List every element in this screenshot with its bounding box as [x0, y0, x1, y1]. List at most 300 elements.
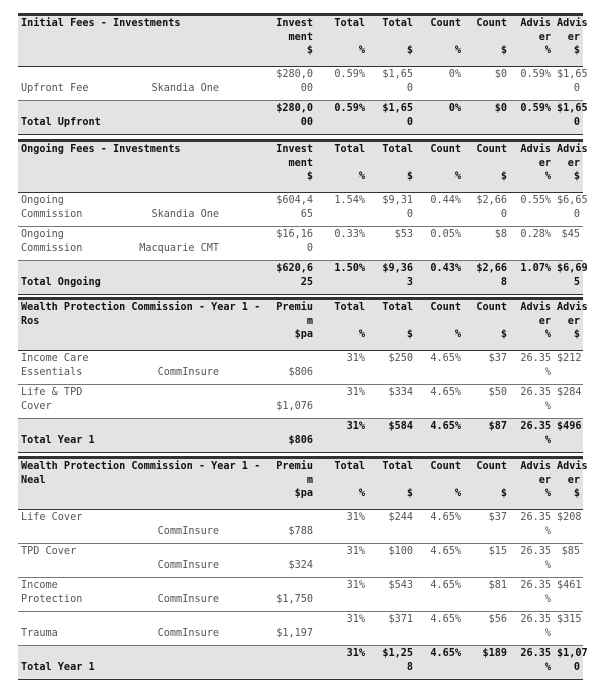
cell-line: Count	[476, 461, 508, 472]
spacer-cell	[228, 351, 268, 385]
cell-line: Total	[334, 144, 365, 155]
value-cell	[316, 544, 368, 578]
cell-line	[271, 420, 313, 434]
cell-line: $	[306, 45, 313, 56]
total-value-cell	[510, 646, 554, 680]
value-cell	[368, 510, 416, 544]
table-row	[18, 67, 583, 101]
cell-line: 8	[406, 661, 414, 673]
cell-line	[319, 31, 365, 45]
cell-line: $1,076	[276, 400, 314, 412]
cell-line: 0.59%	[520, 103, 551, 114]
cell-line: Cover	[21, 400, 52, 412]
cell-line: $	[500, 488, 508, 499]
cell-line: Income Care	[21, 353, 89, 364]
cell-line	[419, 474, 461, 488]
value-cell	[416, 578, 464, 612]
cell-line: $280,0	[276, 103, 313, 114]
cell-line: %	[358, 488, 366, 499]
cell-line: 31%	[346, 512, 366, 523]
value-cell	[316, 351, 368, 385]
cell-line: 0	[573, 116, 580, 128]
cell-line: 5	[573, 276, 580, 288]
provider-name: Skandia One	[151, 208, 219, 220]
cell-line: 0	[573, 82, 580, 94]
cell-line: %	[544, 488, 552, 499]
cell-line: Total	[334, 18, 365, 29]
provider-name: CommInsure	[157, 593, 219, 605]
cell-line: $0	[494, 69, 507, 80]
cell-line: $37	[488, 512, 508, 523]
cell-line: 1.50%	[334, 263, 365, 274]
table-row	[18, 385, 583, 419]
cell-line: $9,31	[382, 195, 413, 206]
row-label	[18, 193, 228, 227]
cell-line: 0	[306, 242, 313, 254]
cell-line: 26.35	[520, 614, 552, 625]
cell-line: 4.65%	[430, 614, 462, 625]
value-cell	[464, 544, 510, 578]
cell-line: m	[306, 474, 314, 486]
cell-line: %	[454, 45, 461, 56]
total-value-cell	[554, 419, 583, 453]
cell-line: $284	[557, 387, 582, 398]
total-value-cell	[464, 646, 510, 680]
cell-line: Advis	[557, 18, 588, 29]
cell-line: Count	[476, 18, 507, 29]
value-cell	[268, 351, 316, 385]
value-cell	[316, 510, 368, 544]
cell-line: Upfront Fee	[21, 82, 89, 94]
cell-line: Ongoing	[21, 195, 64, 206]
cell-line: $	[573, 329, 580, 340]
cell-line: $1,07	[557, 648, 588, 659]
cell-line: Count	[430, 302, 462, 313]
cell-line	[271, 579, 313, 593]
cell-line: $584	[388, 421, 414, 432]
value-cell	[368, 67, 416, 101]
cell-line: 0.28%	[520, 229, 551, 240]
cell-line: $pa	[294, 329, 314, 340]
cell-line: Total	[382, 302, 414, 313]
cell-line: er	[538, 315, 552, 327]
spacer-cell	[228, 67, 268, 101]
cell-line: 26.35	[520, 353, 552, 364]
cell-line: 0%	[448, 103, 461, 114]
cell-line: Count	[430, 461, 462, 472]
cell-line: TPD Cover	[21, 546, 77, 557]
value-cell	[268, 227, 316, 261]
value-cell	[554, 385, 583, 419]
total-value-cell	[316, 419, 368, 453]
total-label-text: Total Year 1	[21, 661, 95, 673]
cell-line: $8	[494, 229, 507, 240]
section-title-text: Ongoing Fees - Investments	[21, 144, 181, 155]
value-cell	[510, 67, 554, 101]
value-cell	[510, 351, 554, 385]
table-row	[18, 193, 583, 227]
cell-line: %	[454, 171, 461, 182]
cell-line	[21, 613, 58, 627]
cell-line: 31%	[346, 614, 366, 625]
cell-line: Protection	[21, 593, 83, 605]
cell-line: 0%	[448, 69, 461, 80]
total-row	[18, 101, 583, 135]
cell-line: 26.35	[520, 512, 552, 523]
cell-line: Count	[476, 144, 507, 155]
column-header	[316, 299, 368, 351]
value-cell	[554, 510, 583, 544]
cell-line: $324	[288, 559, 314, 571]
column-header	[554, 299, 588, 351]
cell-line: er	[567, 474, 580, 486]
section-title	[18, 458, 268, 510]
provider-name: Skandia One	[151, 82, 219, 94]
cell-line: 4.65%	[430, 353, 462, 364]
total-label-text: Total Year 1	[21, 434, 95, 446]
total-value-cell	[316, 646, 368, 680]
cell-line: Advis	[520, 18, 551, 29]
value-cell	[464, 578, 510, 612]
cell-line	[271, 661, 313, 675]
spacer-cell	[228, 544, 268, 578]
cell-line	[21, 68, 88, 82]
table-row	[18, 612, 583, 646]
spacer-cell	[228, 193, 268, 227]
column-header	[416, 141, 464, 193]
cell-line: 0	[573, 208, 580, 220]
cell-line: Total	[382, 144, 413, 155]
value-cell	[368, 385, 416, 419]
cell-line: 4.65%	[430, 580, 462, 591]
total-value-cell	[368, 646, 416, 680]
table-row	[18, 544, 583, 578]
cell-line: $543	[388, 580, 414, 591]
row-label	[18, 510, 228, 544]
cell-line: er	[538, 31, 551, 43]
cell-line: $212	[557, 353, 582, 364]
value-cell	[416, 227, 464, 261]
row-label	[18, 227, 228, 261]
value-cell	[316, 193, 368, 227]
value-cell	[510, 227, 554, 261]
total-value-cell	[368, 261, 416, 295]
cell-line: 00	[300, 82, 313, 94]
table-row	[18, 578, 583, 612]
cell-line: $15	[488, 546, 508, 557]
cell-line: Total	[334, 461, 366, 472]
value-cell	[268, 612, 316, 646]
total-row	[18, 419, 583, 453]
column-header	[510, 141, 554, 193]
total-value-cell	[416, 419, 464, 453]
cell-line: 0	[406, 116, 413, 128]
row-label	[18, 578, 228, 612]
value-cell	[316, 612, 368, 646]
total-label	[18, 646, 268, 680]
cell-line: Advis	[520, 144, 551, 155]
total-row	[18, 261, 583, 295]
cell-line: $315	[557, 614, 582, 625]
cell-line: %	[544, 366, 552, 378]
total-label-text: Total Ongoing	[21, 276, 101, 288]
cell-line: $87	[488, 421, 508, 432]
total-value-cell	[510, 419, 554, 453]
cell-line: 0.05%	[430, 229, 461, 240]
cell-line: Premiu	[276, 302, 314, 313]
cell-line: Count	[430, 144, 461, 155]
cell-line: er	[567, 315, 580, 327]
cell-line	[419, 157, 461, 171]
section-title-text: Initial Fees - Investments	[21, 18, 181, 29]
cell-line: 31%	[346, 648, 366, 659]
cell-line: Advis	[557, 302, 588, 313]
cell-line	[271, 613, 313, 627]
value-cell	[510, 612, 554, 646]
spacer-cell	[228, 227, 268, 261]
cell-line: $371	[388, 614, 414, 625]
column-header	[554, 458, 588, 510]
cell-line: 4.65%	[430, 648, 462, 659]
total-value-cell	[416, 101, 464, 135]
row-label	[18, 612, 228, 646]
cell-line: Life & TPD	[21, 387, 83, 398]
cell-line: 0.59%	[520, 69, 551, 80]
cell-line: 00	[300, 116, 313, 128]
cell-line: Total	[334, 302, 366, 313]
cell-line: Commission	[21, 208, 83, 220]
cell-line: $6,65	[557, 195, 588, 206]
cell-line: er	[538, 157, 551, 169]
value-cell	[416, 67, 464, 101]
value-cell	[464, 351, 510, 385]
value-cell	[510, 578, 554, 612]
cell-line	[319, 157, 365, 171]
provider-name: Macquarie CMT	[139, 242, 219, 254]
table-row	[18, 510, 583, 544]
total-value-cell	[510, 101, 554, 135]
cell-line: $1,197	[276, 627, 314, 639]
cell-line: 31%	[346, 580, 366, 591]
total-value-cell	[268, 419, 316, 453]
cell-line: $	[406, 488, 414, 499]
cell-line	[419, 31, 461, 45]
total-value-cell	[464, 261, 510, 295]
column-header	[268, 458, 316, 510]
column-header	[268, 141, 316, 193]
value-cell	[316, 227, 368, 261]
cell-line: $45	[561, 229, 580, 240]
cell-line: %	[358, 329, 366, 340]
cell-line: %	[358, 171, 365, 182]
cell-line: %	[544, 400, 552, 412]
total-value-cell	[554, 101, 588, 135]
row-label	[18, 351, 228, 385]
cell-line: %	[454, 488, 462, 499]
value-cell	[316, 578, 368, 612]
value-cell	[416, 544, 464, 578]
cell-line: $	[573, 171, 580, 182]
spacer-cell	[228, 510, 268, 544]
cell-line: 0.43%	[430, 263, 461, 274]
total-label-text: Total Upfront	[21, 116, 101, 128]
cell-line: ment	[288, 31, 313, 43]
cell-line: Invest	[276, 144, 313, 155]
value-cell	[268, 510, 316, 544]
value-cell	[416, 510, 464, 544]
column-header	[464, 299, 510, 351]
provider-name: CommInsure	[157, 627, 219, 639]
value-cell	[554, 193, 588, 227]
cell-line: $	[500, 329, 508, 340]
cell-line: $	[573, 488, 580, 499]
column-header	[554, 15, 588, 67]
total-value-cell	[510, 261, 554, 295]
cell-line: 31%	[346, 421, 366, 432]
total-value-cell	[316, 261, 368, 295]
section-title	[18, 299, 268, 351]
cell-line: $	[500, 45, 507, 56]
column-header	[368, 15, 416, 67]
cell-line: $496	[557, 421, 582, 432]
cell-line: $81	[488, 580, 508, 591]
value-cell	[510, 510, 554, 544]
section-title-text: Wealth Protection Commission - Year 1 - Ros	[21, 302, 261, 327]
value-cell	[464, 385, 510, 419]
cell-line	[21, 559, 76, 573]
section-title-text: Wealth Protection Commission - Year 1 - Neal	[21, 461, 261, 486]
total-row	[18, 646, 583, 680]
total-value-cell	[464, 101, 510, 135]
cell-line: Advis	[520, 461, 552, 472]
cell-line: Essentials	[21, 366, 83, 378]
column-header	[510, 15, 554, 67]
spacer-cell	[228, 612, 268, 646]
cell-line: Advis	[557, 144, 588, 155]
cell-line	[467, 315, 507, 329]
total-value-cell	[554, 261, 588, 295]
cell-line: $334	[388, 387, 414, 398]
cell-line: $788	[288, 525, 314, 537]
cell-line: %	[544, 525, 552, 537]
value-cell	[416, 193, 464, 227]
cell-line	[371, 315, 413, 329]
cell-line: $16,16	[276, 229, 313, 240]
cell-line: er	[567, 31, 580, 43]
cell-line: Commission	[21, 242, 83, 254]
cell-line: $9,36	[382, 263, 413, 274]
value-cell	[368, 578, 416, 612]
cell-line: 31%	[346, 353, 366, 364]
column-header	[368, 299, 416, 351]
cell-line: $	[406, 329, 414, 340]
cell-line: m	[306, 315, 314, 327]
column-header	[368, 141, 416, 193]
cell-line: 65	[300, 208, 313, 220]
value-cell	[268, 67, 316, 101]
value-cell	[554, 544, 583, 578]
cell-line: $2,66	[476, 195, 507, 206]
cell-line: 8	[500, 276, 507, 288]
value-cell	[510, 544, 554, 578]
cell-line: 4.65%	[430, 421, 462, 432]
cell-line: $	[306, 171, 313, 182]
cell-line: 0	[500, 208, 507, 220]
cell-line: er	[567, 157, 580, 169]
cell-line: 26.35	[520, 387, 552, 398]
column-header	[416, 299, 464, 351]
cell-line: 0.59%	[334, 103, 365, 114]
cell-line	[271, 352, 313, 366]
provider-name: CommInsure	[157, 525, 219, 537]
cell-line: $1,65	[557, 69, 588, 80]
value-cell	[316, 67, 368, 101]
column-header	[416, 458, 464, 510]
cell-line	[467, 157, 507, 171]
cell-line	[21, 525, 82, 539]
value-cell	[464, 227, 510, 261]
provider-name: CommInsure	[157, 559, 219, 571]
cell-line: $250	[388, 353, 414, 364]
cell-line: $56	[488, 614, 508, 625]
wealth-protection-neal-table	[18, 456, 588, 680]
section-title	[18, 15, 268, 67]
cell-line: Advis	[520, 302, 552, 313]
value-cell	[554, 351, 583, 385]
cell-line: 1.54%	[334, 195, 365, 206]
cell-line: $620,6	[276, 263, 313, 274]
total-value-cell	[464, 419, 510, 453]
column-header	[268, 299, 316, 351]
cell-line: $1,65	[382, 69, 413, 80]
value-cell	[464, 612, 510, 646]
total-value-cell	[416, 646, 464, 680]
cell-line	[371, 157, 413, 171]
cell-line: 0	[406, 82, 413, 94]
cell-line: ment	[288, 157, 313, 169]
cell-line: Premiu	[276, 461, 314, 472]
cell-line: 26.35	[520, 648, 552, 659]
column-header	[464, 15, 510, 67]
cell-line: %	[544, 593, 552, 605]
column-header	[368, 458, 416, 510]
value-cell	[416, 351, 464, 385]
total-value-cell	[268, 646, 316, 680]
cell-line: $189	[482, 648, 508, 659]
cell-line	[271, 386, 313, 400]
cell-line: $	[406, 45, 413, 56]
provider-name: CommInsure	[157, 366, 219, 378]
cell-line: 25	[300, 276, 313, 288]
cell-line: er	[538, 474, 552, 486]
cell-line: Count	[476, 302, 508, 313]
cell-line: $	[500, 171, 507, 182]
column-header	[416, 15, 464, 67]
cell-line: %	[544, 434, 552, 446]
cell-line: %	[358, 45, 365, 56]
value-cell	[464, 510, 510, 544]
value-cell	[268, 193, 316, 227]
cell-line	[419, 315, 461, 329]
value-cell	[416, 385, 464, 419]
cell-line: $	[406, 171, 413, 182]
cell-line: $806	[288, 366, 314, 378]
column-header	[316, 15, 368, 67]
cell-line: 26.35	[520, 546, 552, 557]
cell-line: Invest	[276, 18, 313, 29]
cell-line: $1,65	[557, 103, 588, 114]
section-title	[18, 141, 268, 193]
